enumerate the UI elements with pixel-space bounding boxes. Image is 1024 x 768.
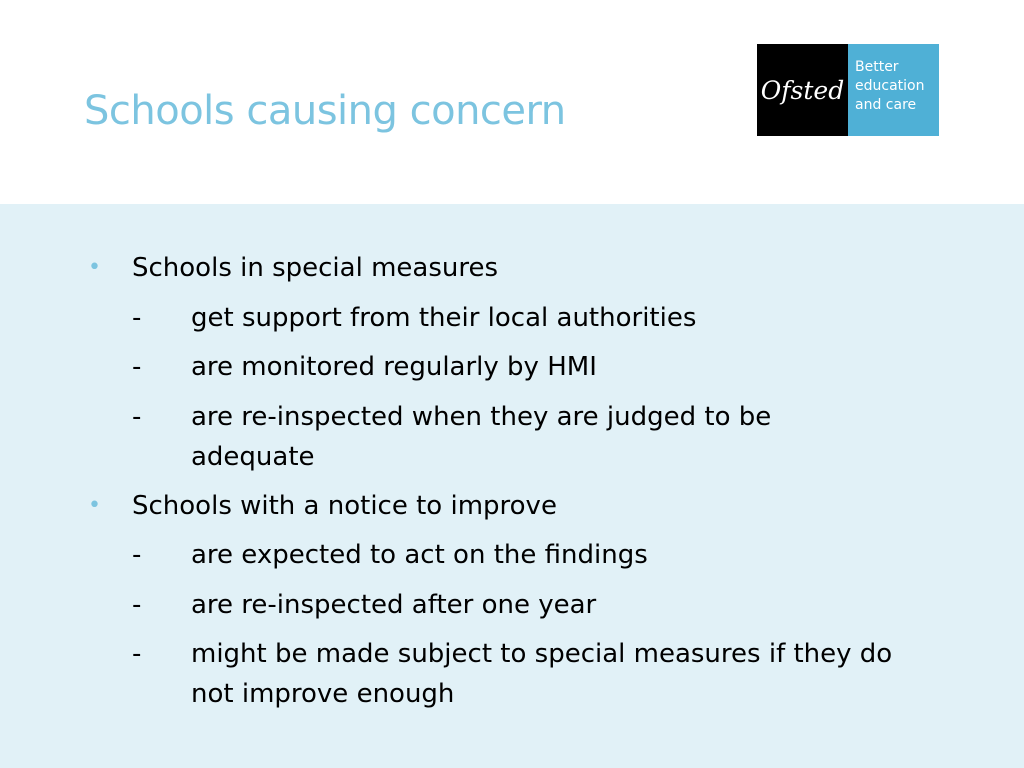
list-item-point: are re-inspected when they are judged to be adequate [191, 402, 772, 472]
logo-wordmark: Ofsted [757, 44, 848, 136]
list-item-level1 [0, 248, 1024, 288]
list-item-level1 [0, 486, 1024, 526]
dash-icon: - [132, 639, 142, 669]
logo-tagline [848, 44, 939, 136]
list-item-point: get support from their local authorities [191, 303, 697, 333]
dash-icon: - [132, 352, 142, 382]
list-item-level2 [0, 298, 1024, 338]
list-item-level2 [0, 535, 1024, 575]
list-item-level2 [0, 585, 1024, 625]
list-item-level2 [0, 397, 1024, 477]
dash-icon: - [132, 590, 142, 620]
list-item-heading: Schools in special measures [132, 253, 499, 283]
logo-tagline-line: Better [855, 59, 899, 75]
bullet-list [0, 204, 1024, 768]
dash-icon: - [132, 402, 142, 432]
list-item-level2 [0, 634, 1024, 714]
dash-icon: - [132, 303, 142, 333]
list-item-heading: Schools with a notice to improve [132, 491, 557, 521]
logo-tagline-line: education [855, 78, 925, 94]
list-item-point: are re-inspected after one year [191, 590, 597, 620]
logo-tagline-line: and care [855, 97, 917, 113]
ofsted-logo [757, 44, 939, 136]
list-item-point: might be made subject to special measures if they do not improve enough [191, 639, 893, 709]
content-panel [0, 204, 1024, 768]
dash-icon: - [132, 540, 142, 570]
list-item-level2 [0, 347, 1024, 387]
slide-title: Schools causing concern [84, 88, 566, 134]
list-item-point: are expected to act on the findings [191, 540, 648, 570]
bullet-icon: • [88, 493, 101, 518]
bullet-icon: • [88, 255, 101, 280]
list-item-point: are monitored regularly by HMI [191, 352, 597, 382]
